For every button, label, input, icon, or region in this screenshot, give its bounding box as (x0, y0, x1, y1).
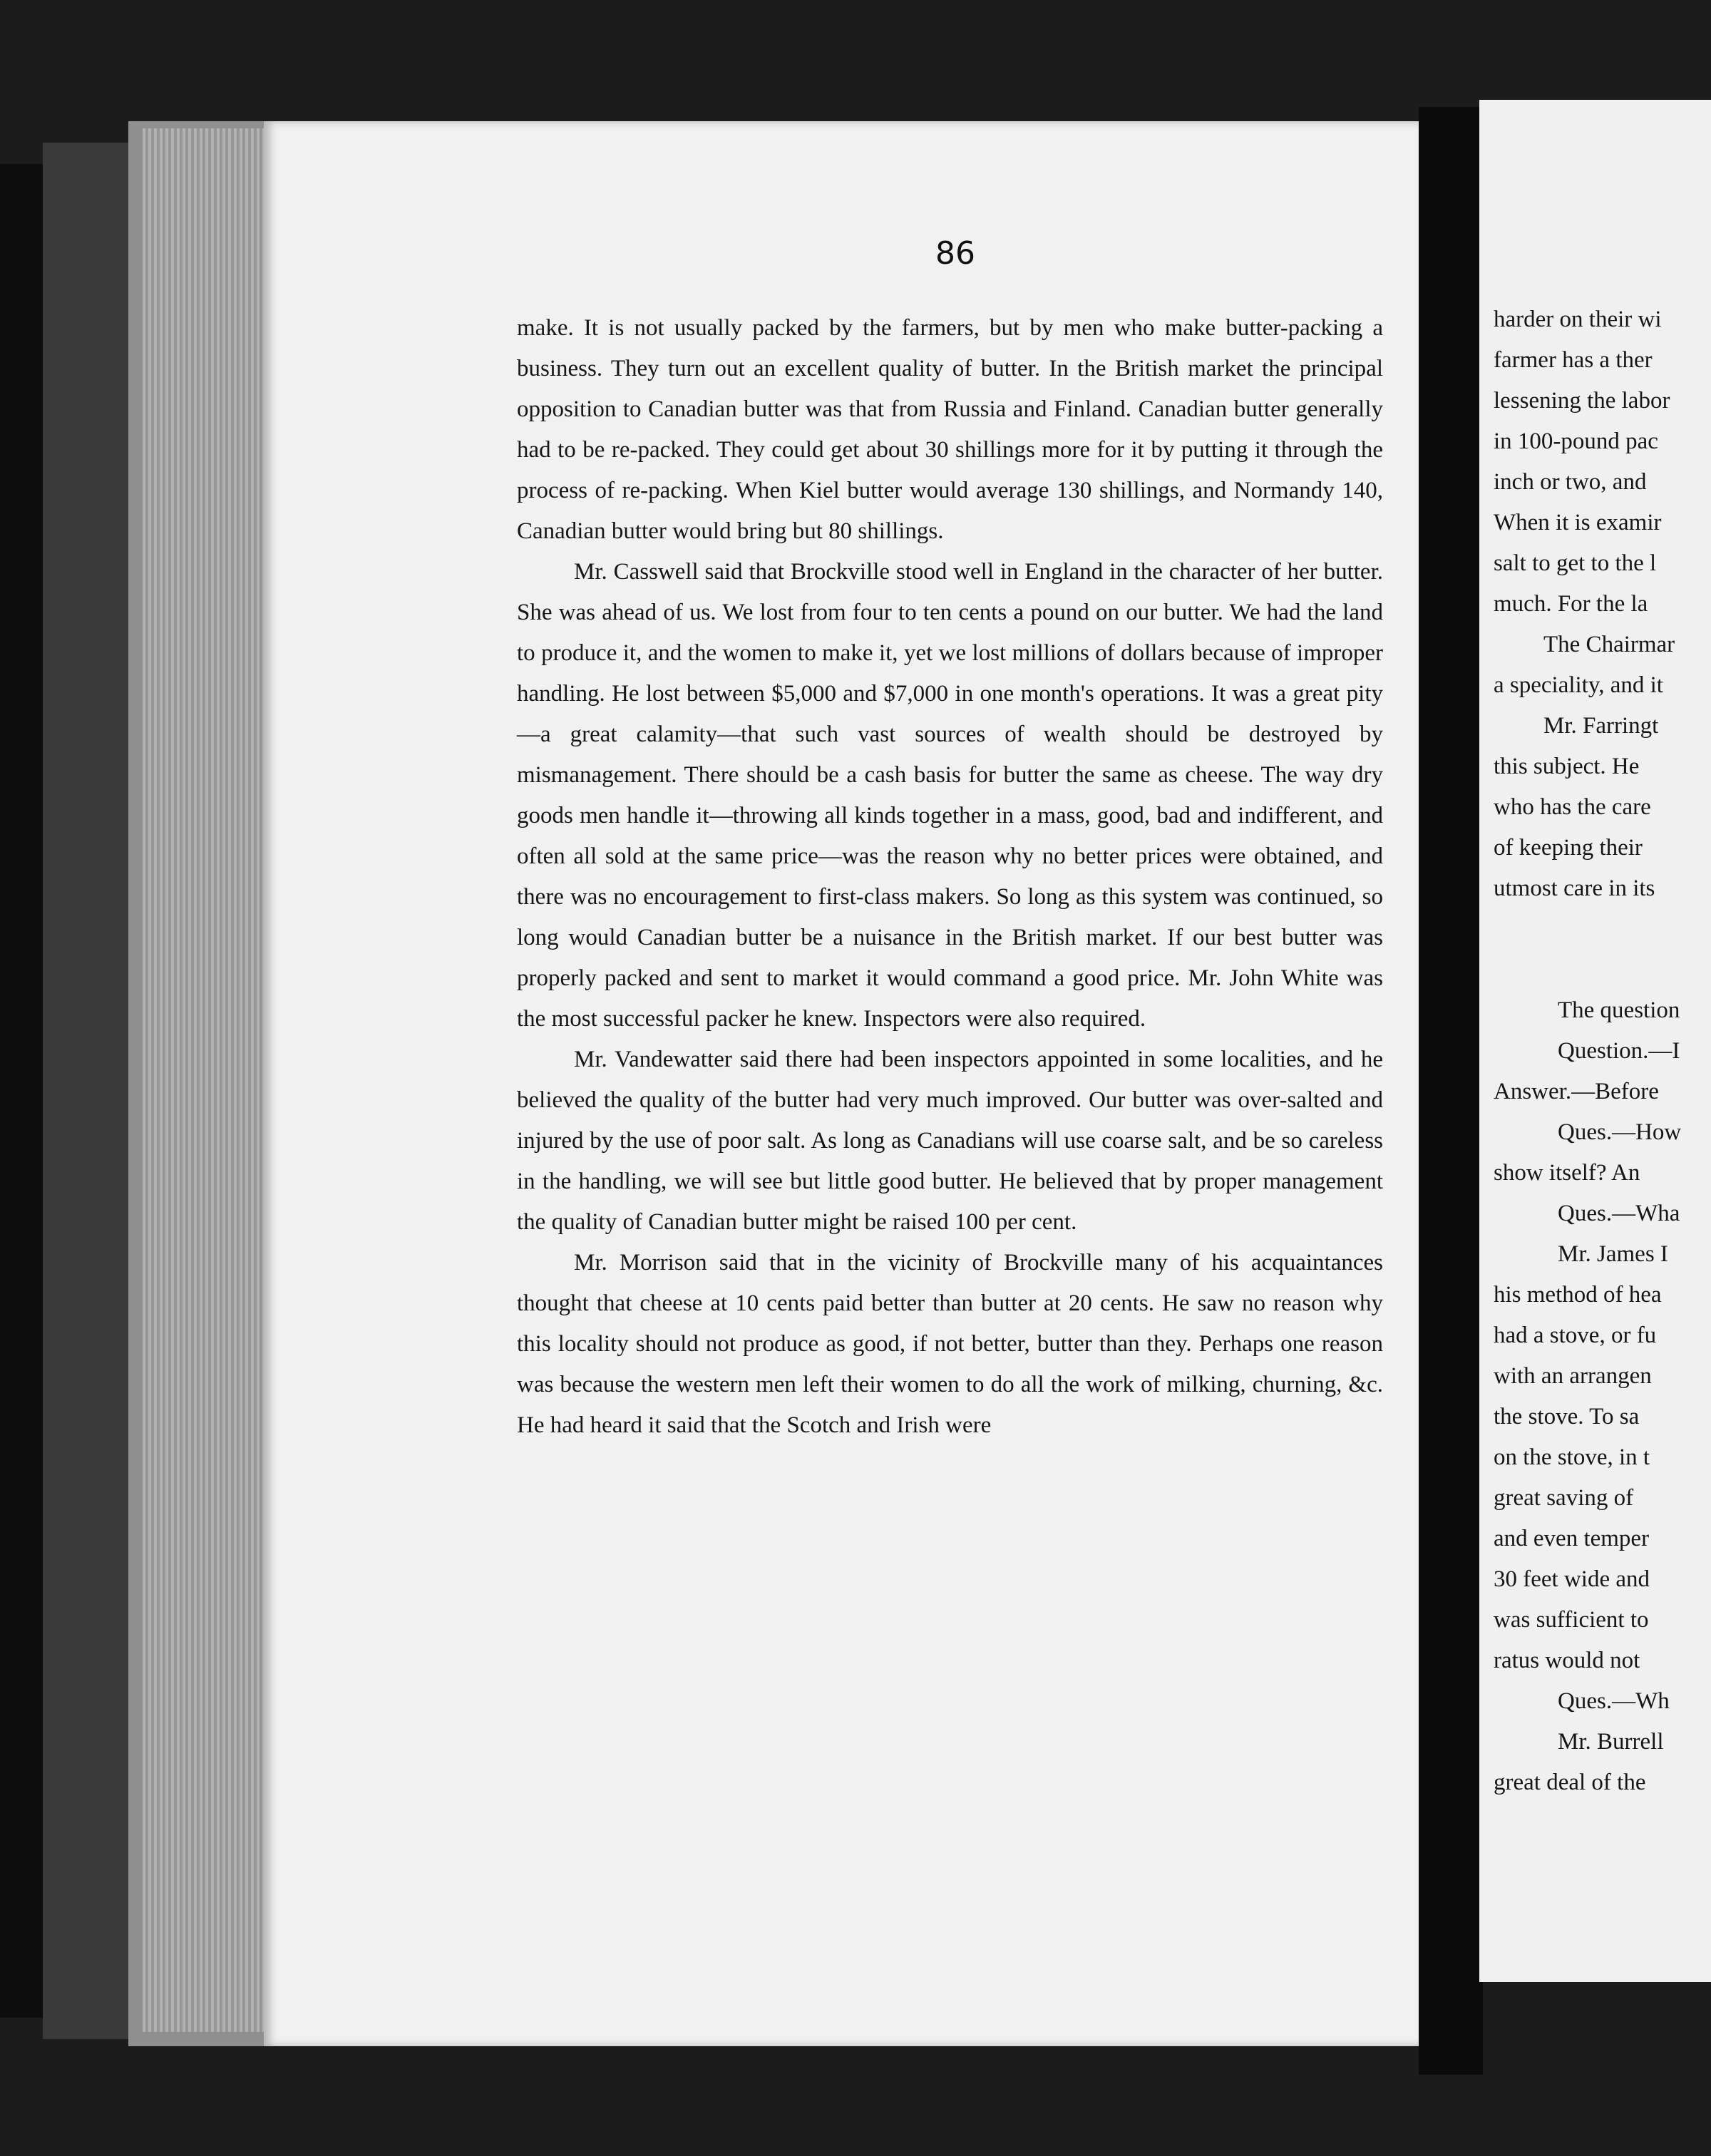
right-line: with an arrangen (1494, 1363, 1652, 1389)
right-line: Ques.—Wha (1558, 1201, 1680, 1226)
right-line: The Chairmar (1543, 632, 1675, 657)
right-line: lessening the labor (1494, 388, 1670, 414)
right-line: of keeping their (1494, 835, 1643, 861)
book-gutter (1419, 107, 1483, 2075)
right-line: was sufficient to (1494, 1607, 1649, 1633)
book-cover-edge (0, 164, 43, 2018)
section-gap (1494, 909, 1711, 990)
right-line: Mr. Burrell (1558, 1729, 1664, 1755)
right-line: 30 feet wide and (1494, 1566, 1650, 1592)
right-line: the stove. To sa (1494, 1404, 1640, 1429)
right-line: who has the care (1494, 794, 1651, 820)
book-binding (43, 143, 128, 2039)
right-page-text (1494, 299, 1711, 1803)
paragraph-3: Mr. Vandewatter said there had been inspectors appointed in some localities, and he believed the quality of the butter had very much improved. Our butter was over-salted and injured by the use of poor salt. As long as Canadians will use coarse salt, and be so careless in the handling, we will see but little good butter. He believed that by proper management the quality of Canadian butter might be raised 100 per cent. (517, 1047, 1383, 1235)
right-line: The question (1558, 997, 1680, 1023)
right-line: great deal of the (1494, 1770, 1646, 1795)
right-line: Ques.—How (1558, 1119, 1682, 1145)
right-line: utmost care in its (1494, 876, 1655, 901)
right-line: farmer has a ther (1494, 347, 1653, 373)
right-line: much. For the la (1494, 591, 1648, 617)
left-page-text (517, 308, 1383, 1446)
right-line: Mr. Farringt (1543, 713, 1659, 739)
right-line: this subject. He (1494, 754, 1640, 779)
right-line: harder on their wi (1494, 307, 1662, 332)
paragraph-2: Mr. Casswell said that Brockville stood well in England in the character of her butter. She was ahead of us. We lost from four to ten cents a pound on our butter. We had the land to produce it, and the women to make it, yet we lost millions of dollars because of improper handling. He lost between $5,000 and $7,000 in one month's operations. It was a great pity—a great calamity—that such vast sources of wealth should be destroyed by mismanagement. There should be a cash basis for butter the same as cheese. The way dry goods men handle it—throwing all kinds together in a mass, good, bad and indifferent, and often all sold at the same price—was the reason why no better prices were obtained, and there was no encouragement to first-class makers. So long as this system was continued, so long would Canadian butter be a nuisance in the British market. If our best butter was properly packed and sent to market it would command a good price. Mr. John White was the most successful packer he knew. Inspectors were also required. (517, 559, 1383, 1032)
right-line: show itself? An (1494, 1160, 1640, 1186)
right-line: in 100-pound pac (1494, 428, 1658, 454)
paragraph-4: Mr. Morrison said that in the vicinity of Brockville many of his acquaintances thought that cheese at 10 cents paid better than butter at 20 cents. He saw no reason why this locality should not produce as good, if not better, butter than they. Perhaps one reason was because the western men left their women to do all the work of milking, churning, &c. He had heard it said that the Scotch and Irish were (517, 1250, 1383, 1438)
right-line: When it is examir (1494, 510, 1662, 535)
right-line: on the stove, in t (1494, 1444, 1650, 1470)
page-stack-edge (128, 121, 271, 2046)
right-line: salt to get to the l (1494, 550, 1657, 576)
right-line: inch or two, and (1494, 469, 1647, 495)
right-line: Answer.—Before (1494, 1079, 1659, 1104)
right-line: and even temper (1494, 1526, 1650, 1551)
right-line: ratus would not (1494, 1648, 1640, 1673)
right-line: had a stove, or fu (1494, 1323, 1657, 1348)
right-line: a speciality, and it (1494, 672, 1663, 698)
paragraph-1: make. It is not usually packed by the farmers, but by men who make butter-packing a business. They turn out an excellent quality of butter. In the British market the principal opposition to Canadian butter was that from Russia and Finland. Canadian butter generally had to be re-packed. They could get about 30 shillings more for it by putting it through the process of re-packing. When Kiel butter would average 130 shillings, and Normandy 140, Canadian butter would bring but 80 shillings. (517, 315, 1383, 544)
right-line: Question.—I (1558, 1038, 1680, 1064)
right-line: Ques.—Wh (1558, 1688, 1670, 1714)
right-line: Mr. James I (1558, 1241, 1668, 1267)
right-line: great saving of (1494, 1485, 1634, 1511)
page-number: 86 (935, 235, 975, 272)
right-line: his method of hea (1494, 1282, 1662, 1308)
